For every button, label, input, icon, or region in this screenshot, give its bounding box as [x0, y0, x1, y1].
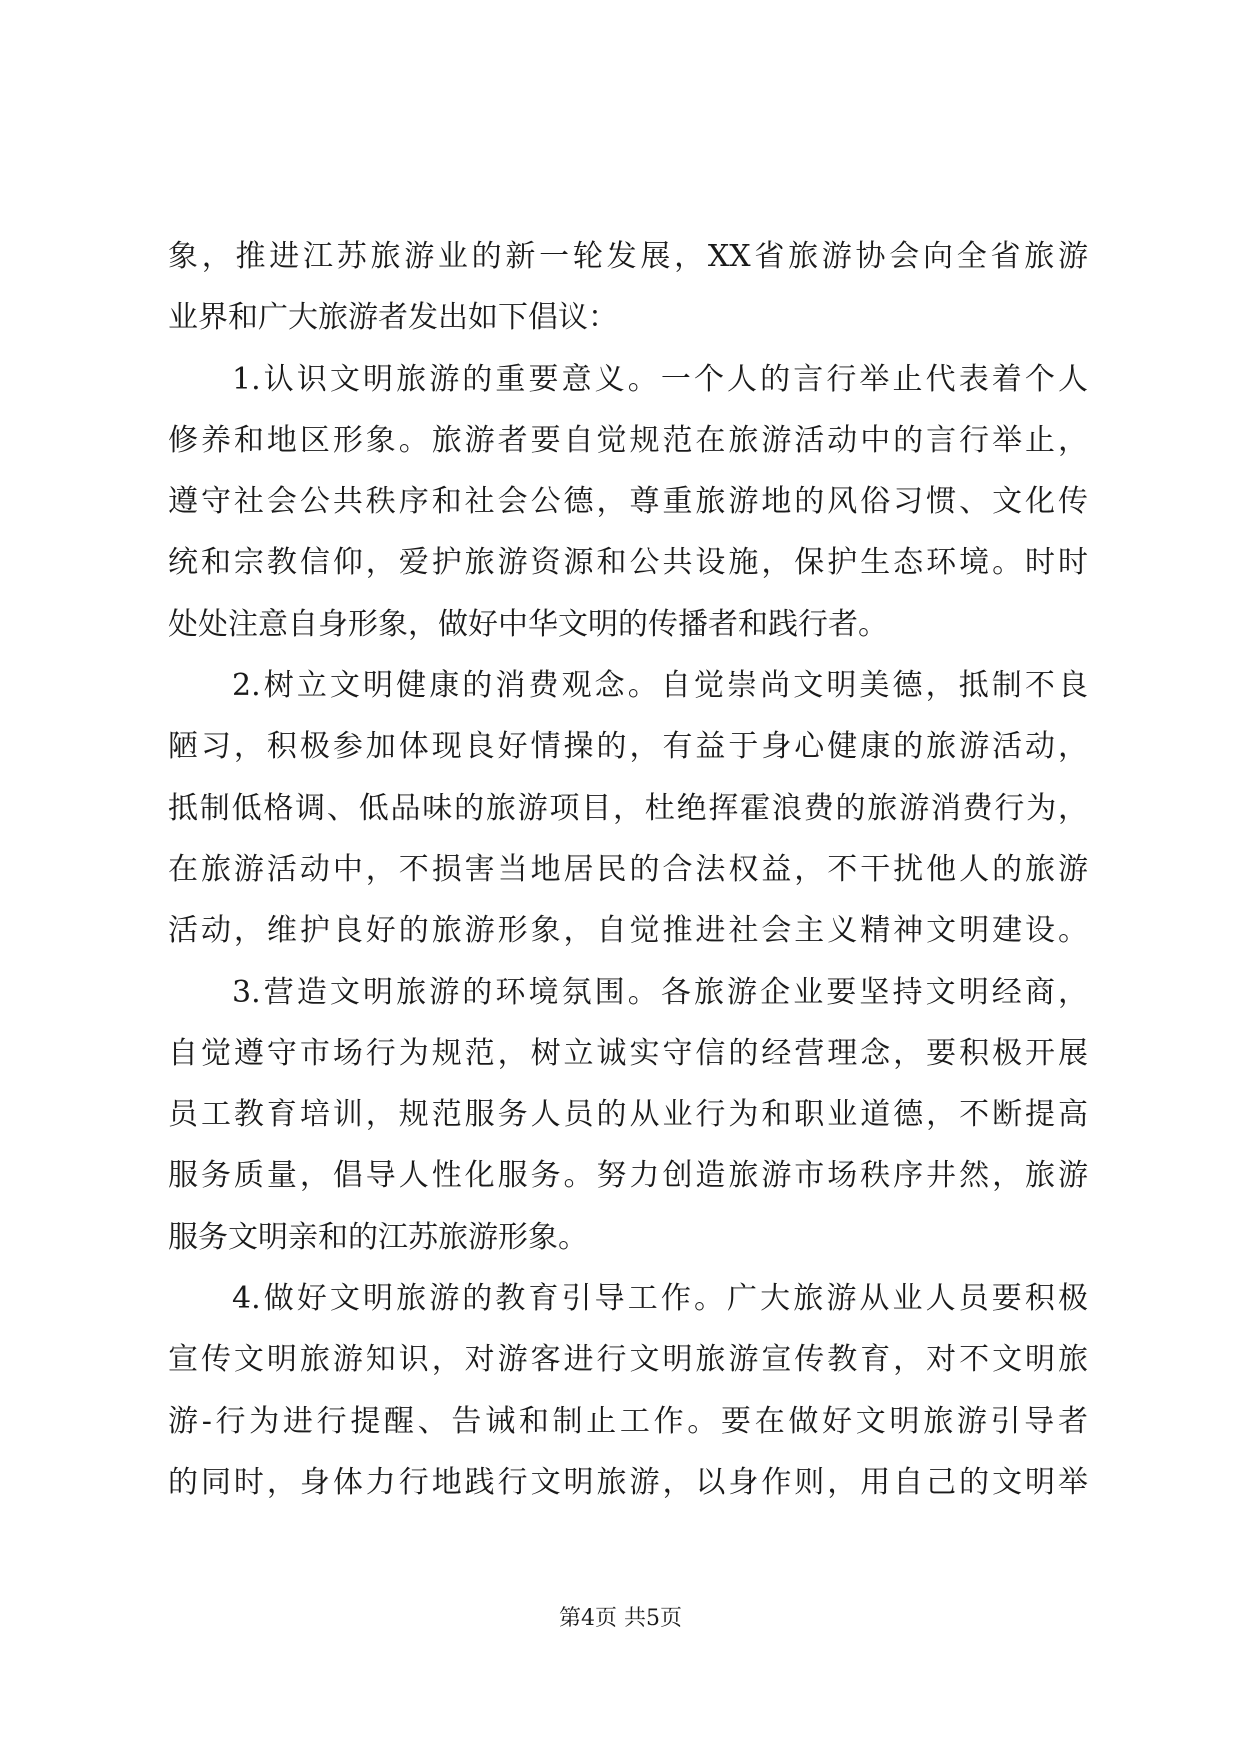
text-line: 员工教育培训，规范服务人员的从业行为和职业道德，不断提高: [168, 1097, 1088, 1133]
text-line: 宣传文明旅游知识，对游客进行文明旅游宣传教育，对不文明旅: [168, 1342, 1088, 1378]
text-line: 1.认识文明旅游的重要意义。一个人的言行举止代表着个人: [232, 361, 1088, 397]
text-line: 自觉遵守市场行为规范，树立诚实守信的经营理念，要积极开展: [168, 1035, 1088, 1071]
text-line: 业界和广大旅游者发出如下倡议：: [168, 300, 618, 336]
text-line: 统和宗教信仰，爱护旅游资源和公共设施，保护生态环境。时时: [168, 545, 1088, 581]
text-line: 2.树立文明健康的消费观念。自觉崇尚文明美德，抵制不良: [232, 668, 1088, 704]
text-line: 抵制低格调、低品味的旅游项目，杜绝挥霍浪费的旅游消费行为，: [168, 790, 1088, 826]
text-line: 象，推进江苏旅游业的新一轮发展，XX省旅游协会向全省旅游: [168, 239, 1088, 274]
text-line: 服务质量，倡导人性化服务。努力创造旅游市场秩序井然，旅游: [168, 1158, 1088, 1194]
text-line: 活动，维护良好的旅游形象，自觉推进社会主义精神文明建设。: [168, 913, 1088, 949]
text-line: 在旅游活动中，不损害当地居民的合法权益，不干扰他人的旅游: [168, 851, 1088, 887]
text-line: 3.营造文明旅游的环境氛围。各旅游企业要坚持文明经商，: [232, 974, 1088, 1010]
text-line: 服务文明亲和的江苏旅游形象。: [168, 1219, 588, 1255]
text-line: 的同时，身体力行地践行文明旅游，以身作则，用自己的文明举: [168, 1464, 1088, 1500]
text-line: 游-行为进行提醒、告诫和制止工作。要在做好文明旅游引导者: [168, 1403, 1088, 1439]
text-line: 陋习，积极参加体现良好情操的，有益于身心健康的旅游活动，: [168, 729, 1088, 765]
page-number-footer: 第4页 共5页: [559, 1606, 682, 1631]
text-line: 4.做好文明旅游的教育引导工作。广大旅游从业人员要积极: [232, 1281, 1088, 1317]
text-line: 修养和地区形象。旅游者要自觉规范在旅游活动中的言行举止，: [168, 422, 1088, 458]
document-body: [168, 226, 1088, 1513]
text-line: 处处注意自身形象，做好中华文明的传播者和践行者。: [168, 606, 888, 642]
text-line: 遵守社会公共秩序和社会公德，尊重旅游地的风俗习惯、文化传: [168, 484, 1088, 520]
